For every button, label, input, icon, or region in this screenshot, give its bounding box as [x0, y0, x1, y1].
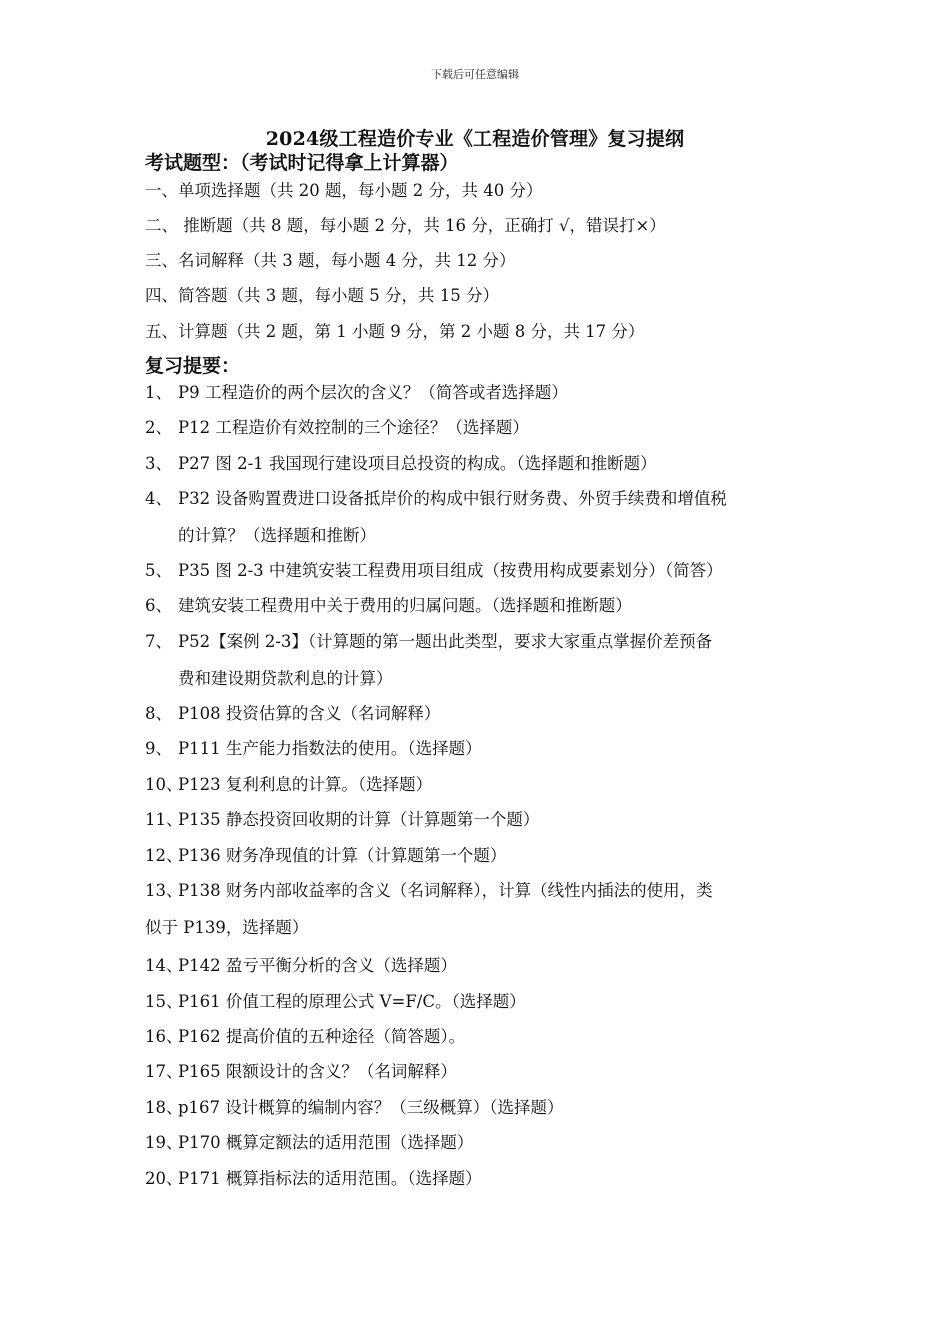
review-item [145, 988, 526, 1012]
review-item [145, 771, 432, 795]
review-item-number: 11、 [145, 810, 183, 829]
review-item-number: 10、 [145, 775, 183, 794]
review-item-number: 19、 [145, 1133, 183, 1152]
review-item-text: P32 设备购置费进口设备抵岸价的构成中银行财务费、外贸手续费和增值税 [178, 489, 727, 508]
review-item-number: 18、 [145, 1098, 183, 1117]
review-item [145, 592, 632, 616]
header-note: 下载后可任意编辑 [431, 68, 519, 81]
review-item-text: P170 概算定额法的适用范围（选择题） [178, 1133, 474, 1152]
review-heading: 复习提要： [145, 355, 241, 377]
review-item-number: 12、 [145, 846, 183, 865]
review-item-text: p167 设计概算的编制内容？（三级概算）（选择题） [178, 1098, 564, 1117]
review-item-text: P111 生产能力指数法的使用。（选择题） [178, 739, 482, 758]
review-item-number: 8、 [145, 704, 172, 723]
review-item-number: 15、 [145, 992, 183, 1011]
review-item-text: P35 图 2-3 中建筑安装工程费用项目组成（按费用构成要素划分）（简答） [178, 561, 723, 580]
review-item-text: 建筑安装工程费用中关于费用的归属问题。（选择题和推断题） [178, 596, 632, 615]
review-item [145, 557, 723, 581]
review-item [145, 842, 506, 866]
review-item-number: 6、 [145, 596, 172, 615]
review-item-number: 17、 [145, 1062, 183, 1081]
review-item [145, 485, 727, 509]
review-item [145, 806, 539, 830]
review-item [145, 877, 713, 901]
review-item-number: 7、 [145, 632, 172, 651]
review-item-continuation: 费和建设期贷款利息的计算） [178, 669, 393, 688]
review-item-text: P108 投资估算的含义（名词解释） [178, 704, 441, 723]
review-item [145, 414, 529, 438]
review-item-text: P171 概算指标法的适用范围。（选择题） [178, 1169, 482, 1188]
review-item [145, 735, 482, 759]
review-item-text: P162 提高价值的五种途径（简答题）。 [178, 1027, 466, 1046]
review-item-text: P142 盈亏平衡分析的含义（选择题） [178, 956, 457, 975]
review-item-text: P136 财务净现值的计算（计算题第一个题） [178, 846, 507, 865]
review-item-number: 13、 [145, 881, 183, 900]
exam-types-heading: 考试题型：（考试时记得拿上计算器） [145, 152, 459, 174]
review-item-number: 4、 [145, 489, 172, 508]
review-item-text: P52【案例 2-3】（计算题的第一题出此类型，要求大家重点掌握价差预备 [178, 632, 713, 651]
review-item-continuation: 的计算？（选择题和推断） [178, 526, 376, 545]
review-item [145, 1129, 473, 1153]
exam-type-line: 五、计算题（共 2 题，第 1 小题 9 分，第 2 小题 8 分，共 17 分） [145, 322, 645, 341]
exam-type-line: 三、名词解释（共 3 题，每小题 4 分，共 12 分） [145, 251, 516, 270]
review-item-text: P135 静态投资回收期的计算（计算题第一个题） [178, 810, 540, 829]
review-item-number: 14、 [145, 956, 183, 975]
review-item-text: P12 工程造价有效控制的三个途径？（选择题） [178, 418, 529, 437]
review-item-number: 1、 [145, 383, 172, 402]
review-item-number: 16、 [145, 1027, 183, 1046]
review-item [145, 450, 657, 474]
review-item-text: P123 复利利息的计算。（选择题） [178, 775, 433, 794]
review-item [145, 379, 568, 403]
review-item-text: P9 工程造价的两个层次的含义？（简答或者选择题） [178, 383, 568, 402]
review-item-number: 5、 [145, 561, 172, 580]
review-item-text: P161 价值工程的原理公式 V=F/C。（选择题） [178, 992, 526, 1011]
review-item [145, 1165, 482, 1189]
review-item [145, 1058, 457, 1082]
review-item-number: 3、 [145, 454, 172, 473]
review-item [145, 700, 440, 724]
review-item [145, 1023, 465, 1047]
document-title: 2024级工程造价专业《工程造价管理》复习提纲 [265, 128, 685, 150]
review-item [145, 1094, 564, 1118]
exam-type-line: 二、 推断题（共 8 题，每小题 2 分，共 16 分，正确打 √，错误打×） [145, 216, 666, 235]
review-item-text: P27 图 2-1 我国现行建设项目总投资的构成。（选择题和推断题） [178, 454, 657, 473]
exam-type-line: 一、单项选择题（共 20 题，每小题 2 分，共 40 分） [145, 181, 543, 200]
review-item-text: P165 限额设计的含义？（名词解释） [178, 1062, 457, 1081]
review-item [145, 952, 457, 976]
review-item [145, 628, 712, 652]
review-item-text: P138 财务内部收益率的含义（名词解释），计算（线性内插法的使用，类 [178, 881, 713, 900]
review-item-number: 2、 [145, 418, 172, 437]
review-item-continuation: 似于 P139，选择题） [145, 918, 309, 937]
review-item-number: 9、 [145, 739, 172, 758]
review-item-number: 20、 [145, 1169, 183, 1188]
exam-type-line: 四、简答题（共 3 题，每小题 5 分，共 15 分） [145, 286, 499, 305]
